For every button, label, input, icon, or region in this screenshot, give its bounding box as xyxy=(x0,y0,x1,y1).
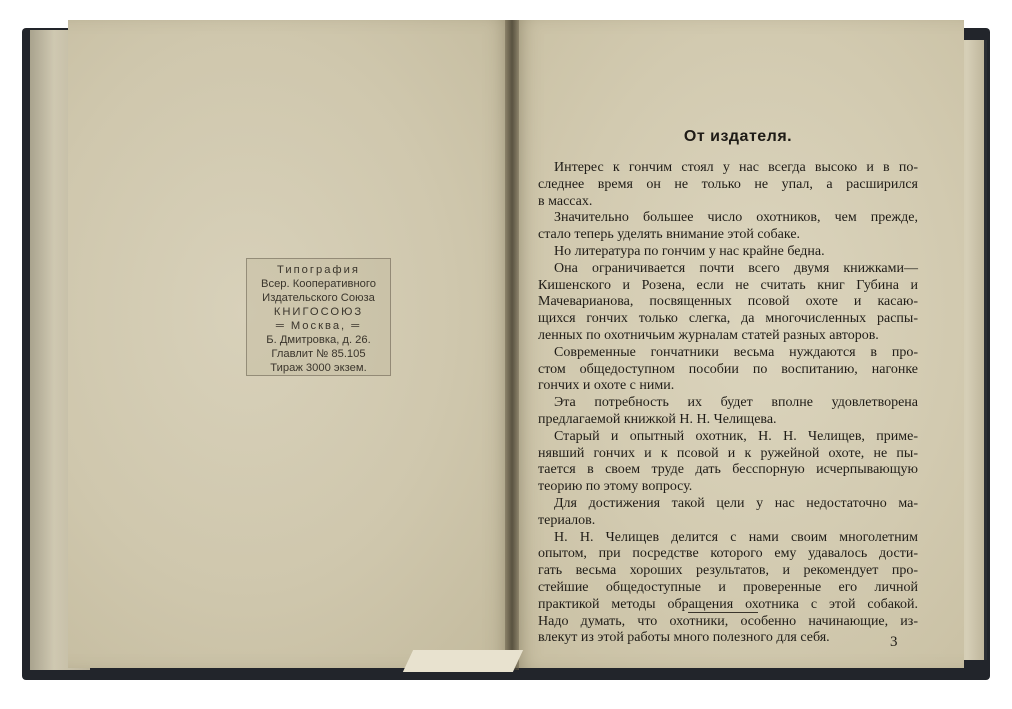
text-line: Кишенского и Розена, если не считать книг Губина и xyxy=(538,277,918,293)
text-line: практикой методы обращения охотника с этой собакой. xyxy=(538,596,918,612)
text-line: предлагаемой книжкой Н. Н. Челищева. xyxy=(538,411,777,427)
text-line: влекут из этой работы много полезного для себя. xyxy=(538,630,830,646)
torn-page-corner xyxy=(403,650,523,672)
section-divider xyxy=(688,612,758,613)
text-line: Эта потребность их будет вполне удовлетворена xyxy=(554,395,918,411)
text-line: нявший гончих и к псовой и к ружейной охоте, не пы- xyxy=(538,445,918,461)
text-line: Старый и опытный охотник, Н. Н. Челищев, приме- xyxy=(554,428,918,444)
text-line: Для достижения такой цели у нас недостаточно ма- xyxy=(554,495,918,511)
text-line: ленных по охотничьим журналам статей разных авторов. xyxy=(538,327,879,343)
body-text xyxy=(538,160,918,647)
text-line: стом общедоступном пособии по воспитанию, нагонке xyxy=(538,361,918,377)
colophon-line: Всер. Кооперативного xyxy=(261,278,376,290)
colophon-line: Главлит № 85.105 xyxy=(271,348,366,360)
colophon-line: Типография xyxy=(277,264,360,276)
text-line: гать весьма хороших результатов, и рекомендует про- xyxy=(538,563,918,579)
printer-colophon-stamp xyxy=(246,258,391,376)
text-line: Но литература по гончим у нас крайне бедна. xyxy=(554,243,825,259)
page-number: 3 xyxy=(890,634,898,650)
colophon-line: Б. Дмитровка, д. 26. xyxy=(266,334,371,346)
text-line: тается в своем труде дать бесспорную исчерпывающую xyxy=(538,462,918,478)
text-line: следнее время он не только не упал, а расширился xyxy=(538,176,918,192)
text-line: теорию по этому вопросу. xyxy=(538,479,693,495)
text-line: Значительно большее число охотников, чем прежде, xyxy=(554,210,918,226)
colophon-line: КНИГОСОЮЗ xyxy=(273,306,364,318)
text-line: териалов. xyxy=(538,512,596,528)
text-line: стало теперь уделять внимание этой собаке. xyxy=(538,227,801,243)
text-line: Надо думать, что охотники, особенно начинающие, из- xyxy=(538,613,918,629)
colophon-line: Тираж 3000 экзем. xyxy=(270,362,367,374)
text-line: опытом, при посредстве которого ему удавалось дости- xyxy=(538,546,918,562)
text-line: в массах. xyxy=(538,193,593,209)
page-heading: От издателя. xyxy=(683,128,793,145)
text-line: Она ограничивается почти всего двумя книжками— xyxy=(554,260,918,276)
text-line: Мачеварианова, посвященных псовой охоте и касаю- xyxy=(538,294,918,310)
text-line: Интерес к гончим стоял у нас всегда высоко и в по- xyxy=(554,160,918,175)
text-line: Н. Н. Челищев делится с нами своим многолетним xyxy=(554,529,918,545)
text-line: гончих и охоте с ними. xyxy=(538,378,675,394)
book-gutter xyxy=(505,20,519,670)
colophon-line: ═ Москва, ═ xyxy=(275,320,362,332)
text-line: стейшие общедоступные и проверенные его личной xyxy=(538,579,918,595)
text-line: щихся гончих только слегка, да многочисленных распы- xyxy=(538,311,918,327)
colophon-line: Издательского Союза xyxy=(262,292,375,304)
text-line: Современные гончатники весьма нуждаются в про- xyxy=(554,344,918,360)
